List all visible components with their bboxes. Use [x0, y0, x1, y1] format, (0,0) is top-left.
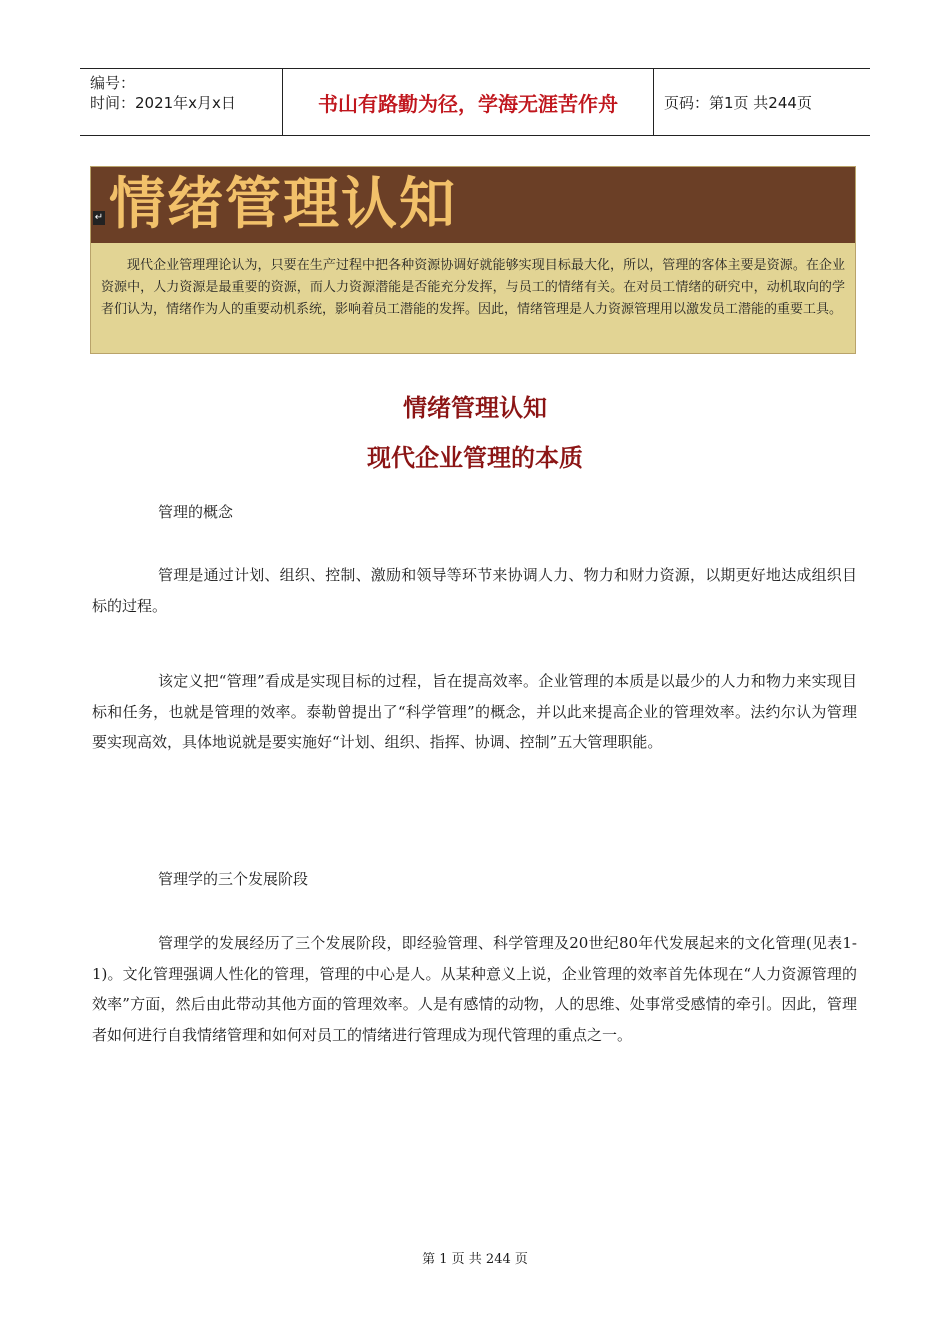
page-footer: 第 1 页 共 244 页 [422, 1252, 528, 1267]
main-heading: 情绪管理认知 [403, 393, 547, 422]
header-motto: 书山有路勤为径，学海无涯苦作舟 [282, 69, 654, 135]
header-page-info: 页码：第1页 共244页 [664, 93, 812, 112]
sub-heading: 现代企业管理的本质 [367, 443, 583, 472]
paragraph-stages: 管理学的发展经历了三个发展阶段，即经验管理、科学管理及20世纪80年代发展起来的文化管理(见表1-1)。文化管理强调人性化的管理，管理的中心是人。从某种意义上说，企业管理的效率首先体现在“人力资源管理的效率”方面，然后由此带动其他方面的管理效率。人是有感情的动物，人的思维、处事常受感情的牵引。因此，管理者如何进行自我情绪管理和如何对员工的情绪进行管理成为现代管理的重点之一。 [92, 934, 857, 1044]
banner-title-bar [91, 167, 855, 243]
cross-reference-icon: ↵ [94, 212, 104, 223]
banner-intro: 现代企业管理理论认为，只要在生产过程中把各种资源协调好就能够实现目标最大化，所以，管理的客体主要是资源。在企业资源中，人力资源是最重要的资源，而人力资源潜能是否能充分发挥，与员工的情绪有关。在对员工情绪的研究中，动机取向的学者们认为，情绪作为人的重要动机系统，影响着员工潜能的发挥。因此，情绪管理是人力资源管理用以激发员工潜能的重要工具。 [91, 243, 855, 353]
time-label: 时间：2021年x月x日 [90, 94, 236, 112]
section-title-concept: 管理的概念 [158, 503, 234, 521]
number-label: 编号： [90, 74, 136, 92]
paragraph-definition: 管理是通过计划、组织、控制、激励和领导等环节来协调人力、物力和财力资源，以期更好地达成组织目标的过程。 [92, 566, 857, 615]
section-title-stages: 管理学的三个发展阶段 [158, 870, 309, 888]
document-header-table [80, 68, 870, 136]
title-banner [90, 166, 856, 354]
header-meta [80, 69, 282, 135]
banner-title: 情绪管理认知 [109, 172, 457, 237]
paragraph-efficiency: 该定义把“管理”看成是实现目标的过程，旨在提高效率。企业管理的本质是以最少的人力和物力来实现目标和任务，也就是管理的效率。泰勒曾提出了“科学管理”的概念，并以此来提高企业的管理效率。法约尔认为管理要实现高效，具体地说就是要实施好“计划、组织、指挥、协调、控制”五大管理职能。 [92, 672, 857, 751]
